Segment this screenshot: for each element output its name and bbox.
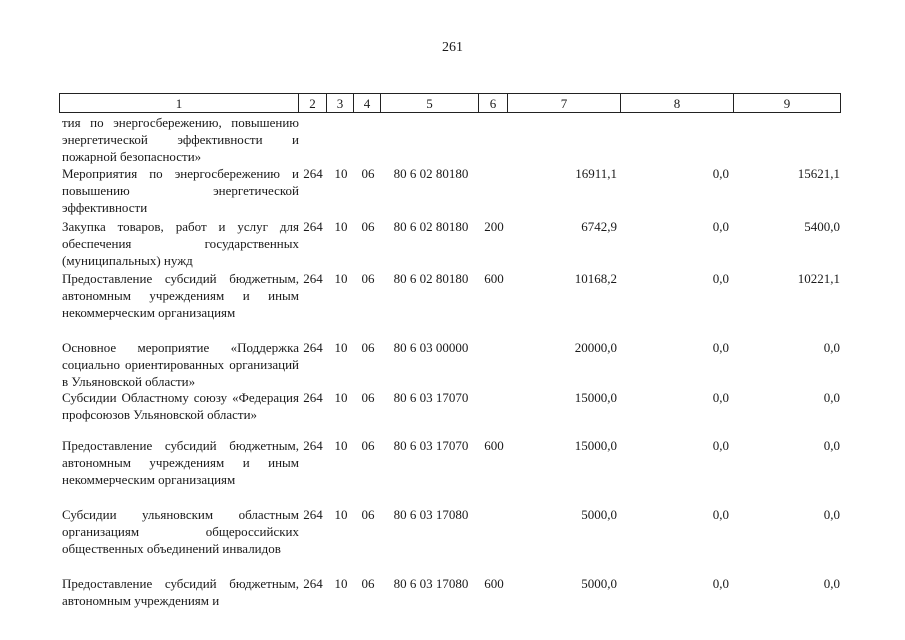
row-description: Субсидии ульяновским областным организациям общероссийских общественных объединений инвалидов [62, 507, 299, 557]
table-row [59, 270, 843, 339]
row-subsection: 06 [361, 576, 375, 591]
row-target-code: 80 6 03 17070 [393, 390, 469, 405]
column-header-6: 6 [479, 94, 508, 113]
row-subsection: 06 [361, 219, 375, 234]
row-section: 10 [334, 166, 348, 181]
row-description: Закупка товаров, работ и услуг для обеспечения государственных (муниципальных) нужд [62, 219, 299, 269]
row-expense-type: 600 [484, 271, 504, 286]
row-target-code: 80 6 03 00000 [393, 340, 469, 355]
row-amount-col8: 0,0 [712, 219, 729, 234]
row-section: 10 [334, 438, 348, 453]
row-amount-col7: 6742,9 [581, 219, 617, 234]
row-description: Мероприятия по энергосбережению и повышению энергетической эффективности [62, 166, 299, 216]
row-expense-type: 200 [484, 219, 504, 234]
column-header-row [59, 93, 841, 113]
row-amount-col9: 0,0 [823, 507, 840, 522]
column-header-9: 9 [734, 94, 841, 113]
page-number: 261 [442, 40, 463, 55]
table-row [59, 218, 843, 270]
table-row [59, 506, 843, 575]
row-subsection: 06 [361, 271, 375, 286]
row-amount-col9: 0,0 [823, 438, 840, 453]
table-row [59, 389, 843, 437]
row-target-code: 80 6 03 17080 [393, 507, 469, 522]
row-admin-code: 264 [303, 390, 323, 405]
table-row [59, 339, 843, 389]
row-admin-code: 264 [303, 271, 323, 286]
row-amount-col7: 15000,0 [574, 438, 617, 453]
row-section: 10 [334, 507, 348, 522]
row-section: 10 [334, 340, 348, 355]
row-admin-code: 264 [303, 340, 323, 355]
row-section: 10 [334, 219, 348, 234]
row-description: Предоставление субсидий бюджетным, автономным учреждениям и иным некоммерческим организациям [62, 438, 299, 488]
row-target-code: 80 6 03 17080 [393, 576, 469, 591]
row-amount-col7: 5000,0 [581, 576, 617, 591]
column-header-1: 1 [60, 94, 299, 113]
row-amount-col9: 5400,0 [804, 219, 840, 234]
row-subsection: 06 [361, 340, 375, 355]
row-description: Субсидии Областному союзу «Федерация профсоюзов Ульяновской области» [62, 390, 299, 423]
row-target-code: 80 6 02 80180 [393, 166, 469, 181]
row-expense-type: 600 [484, 576, 504, 591]
row-amount-col7: 5000,0 [581, 507, 617, 522]
row-amount-col8: 0,0 [712, 271, 729, 286]
table-row [59, 114, 843, 165]
row-amount-col7: 15000,0 [574, 390, 617, 405]
row-admin-code: 264 [303, 576, 323, 591]
row-amount-col8: 0,0 [712, 166, 729, 181]
row-amount-col7: 20000,0 [574, 340, 617, 355]
row-admin-code: 264 [303, 219, 323, 234]
column-header-2: 2 [299, 94, 327, 113]
row-amount-col8: 0,0 [712, 438, 729, 453]
row-section: 10 [334, 271, 348, 286]
row-amount-col9: 0,0 [823, 576, 840, 591]
row-admin-code: 264 [303, 507, 323, 522]
row-target-code: 80 6 02 80180 [393, 219, 469, 234]
row-amount-col9: 0,0 [823, 340, 840, 355]
table-row [59, 575, 843, 611]
column-header-5: 5 [381, 94, 479, 113]
row-description: Предоставление субсидий бюджетным, автономным учреждениям и иным некоммерческим организациям [62, 271, 299, 321]
row-amount-col7: 16911,1 [575, 166, 617, 181]
row-amount-col9: 15621,1 [797, 166, 840, 181]
row-section: 10 [334, 390, 348, 405]
row-amount-col8: 0,0 [712, 340, 729, 355]
row-subsection: 06 [361, 507, 375, 522]
row-amount-col9: 0,0 [823, 390, 840, 405]
row-amount-col8: 0,0 [712, 576, 729, 591]
table-row [59, 165, 843, 218]
row-target-code: 80 6 03 17070 [393, 438, 469, 453]
row-section: 10 [334, 576, 348, 591]
table-body [59, 114, 843, 611]
row-description: тия по энергосбережению, повышению энергетической эффективности и пожарной безопасности» [62, 115, 299, 165]
row-amount-col7: 10168,2 [574, 271, 617, 286]
row-subsection: 06 [361, 390, 375, 405]
column-header-3: 3 [327, 94, 354, 113]
row-description: Основное мероприятие «Поддержка социально ориентированных организаций в Ульяновской области» [62, 340, 299, 390]
row-admin-code: 264 [303, 438, 323, 453]
row-target-code: 80 6 02 80180 [393, 271, 469, 286]
row-amount-col8: 0,0 [712, 507, 729, 522]
column-header-7: 7 [508, 94, 621, 113]
column-header-4: 4 [354, 94, 381, 113]
row-subsection: 06 [361, 438, 375, 453]
row-amount-col8: 0,0 [712, 390, 729, 405]
row-expense-type: 600 [484, 438, 504, 453]
row-admin-code: 264 [303, 166, 323, 181]
table-row [59, 437, 843, 506]
column-header-8: 8 [621, 94, 734, 113]
row-description: Предоставление субсидий бюджетным, автономным учреждениям и [62, 576, 299, 609]
row-subsection: 06 [361, 166, 375, 181]
row-amount-col9: 10221,1 [797, 271, 840, 286]
